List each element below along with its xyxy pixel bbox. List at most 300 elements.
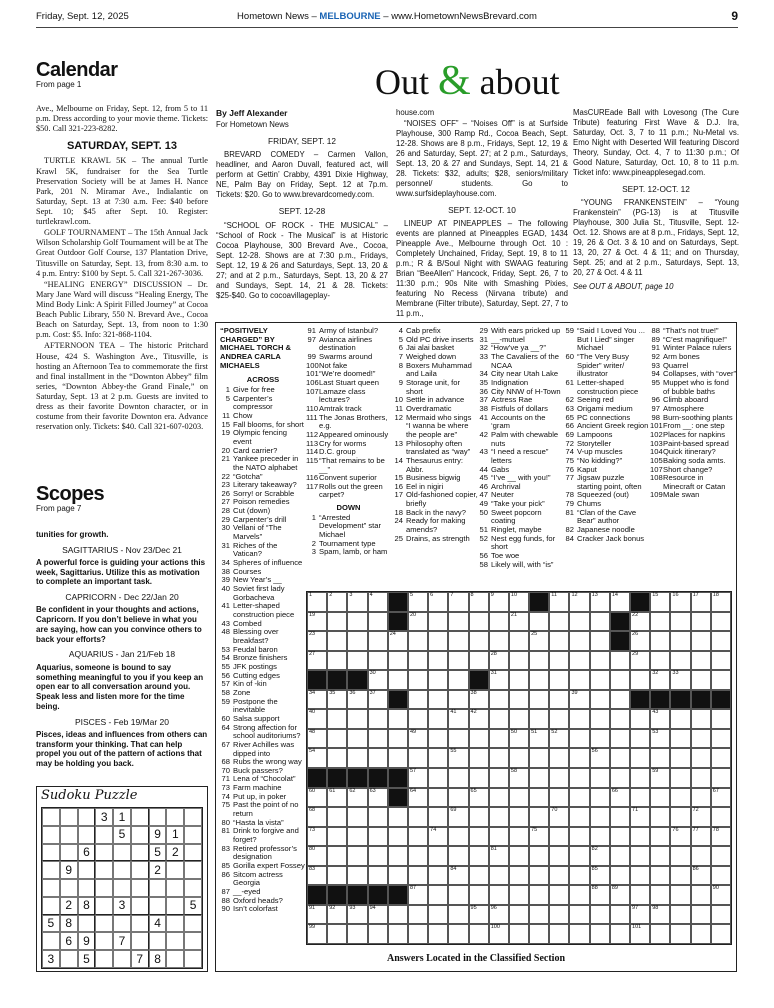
crossword-black-cell: [691, 690, 711, 710]
crossword-cell: [569, 768, 589, 788]
crossword-cell: [549, 924, 569, 944]
crossword-black-cell: [529, 592, 549, 612]
cell-number: 89: [611, 885, 618, 892]
crossword-cell: [691, 866, 711, 886]
crossword-cell: [711, 885, 731, 905]
sudoku-cell: 5: [113, 826, 131, 844]
crossword-cell: [327, 924, 347, 944]
clue-text: Mermaid who sings “I wanna be where the people are”: [406, 412, 472, 439]
crossword-cell: [610, 905, 630, 925]
clue-text: Put up, in poker: [233, 791, 287, 801]
clue-text: Ready for making amends?: [406, 516, 466, 535]
cell-number: 96: [490, 904, 497, 911]
sudoku-cell: [131, 861, 149, 879]
clue-text: Salsa support: [233, 713, 280, 723]
crossword-cell: [428, 788, 448, 808]
crossword-cell: [610, 748, 630, 768]
clue-number: 98: [651, 412, 660, 422]
clue: [306, 414, 391, 431]
clue-text: New Year’s __: [233, 575, 282, 585]
crossword-cell: [509, 690, 529, 710]
crossword-cell: [711, 866, 731, 886]
crossword-black-cell: [307, 885, 327, 905]
clue-number: 31: [221, 540, 230, 550]
clue: [220, 698, 306, 715]
crossword-cell: [650, 866, 670, 886]
crossword-cell: [408, 807, 428, 827]
crossword-cell: [448, 807, 468, 827]
crossword-cell: [670, 905, 690, 925]
crossword-cell: [408, 612, 428, 632]
clue-text: Sitcom actress Georgia: [233, 869, 283, 888]
crossword-clues-col-6: [650, 327, 736, 589]
sign-heading: AQUARIUS - Jan 21/Feb 18: [68, 649, 176, 660]
out-and-about-title: [375, 60, 560, 102]
crossword-cell: [368, 827, 388, 847]
sudoku-cell: 3: [113, 897, 131, 915]
clue-number: 5: [398, 334, 403, 344]
crossword-cell: [610, 670, 630, 690]
clue-text: Convent superior: [319, 473, 377, 483]
crossword-cell: [529, 612, 549, 632]
crossword-black-cell: [388, 885, 408, 905]
crossword-cell: [307, 807, 327, 827]
crossword-cell: [489, 827, 509, 847]
clue-number: 104: [650, 447, 663, 457]
scopes-intro: tunities for growth.: [36, 529, 109, 539]
clue-number: 20: [221, 445, 230, 455]
clue-number: 80: [221, 817, 230, 827]
sudoku-cell: [184, 844, 202, 862]
clue-number: 34: [221, 558, 230, 568]
crossword-cell: [428, 690, 448, 710]
cell-number: 84: [450, 865, 457, 872]
clue-number: 13: [394, 438, 403, 448]
crossword-cell: [630, 670, 650, 690]
clue-text: Sweet popcorn coating: [491, 507, 542, 526]
clue-number: 28: [221, 506, 230, 516]
crossword-cell: [469, 827, 489, 847]
calendar-from: From page 1: [36, 80, 82, 89]
crossword-cell: [347, 748, 367, 768]
clue-text: Indignation: [491, 377, 529, 387]
crossword-cell: [489, 846, 509, 866]
crossword-cell: [610, 807, 630, 827]
crossword-cell: [569, 612, 589, 632]
crossword-cell: [408, 748, 428, 768]
clue: [220, 724, 306, 741]
crossword-cell: [630, 788, 650, 808]
crossword-cell: [368, 729, 388, 749]
crossword-black-cell: [347, 885, 367, 905]
clue-number: 57: [221, 679, 230, 689]
clue: [393, 535, 478, 544]
cell-number: 20: [409, 611, 417, 618]
crossword-cell: [590, 748, 610, 768]
clue-text: Chow: [233, 410, 253, 420]
cell-number: 37: [369, 689, 376, 696]
crossword-cell: [650, 924, 670, 944]
clue-number: 63: [565, 403, 574, 413]
crossword-black-cell: [469, 670, 489, 690]
crossword-cell: [549, 612, 569, 632]
clue: [393, 491, 478, 508]
crossword-cell: [428, 631, 448, 651]
clue-text: Cutting edges: [233, 670, 280, 680]
cell-number: 53: [652, 728, 659, 735]
cell-number: 99: [309, 924, 316, 931]
clue-text: Resource in Minecraft or Catan: [663, 473, 726, 491]
crossword-cell: [650, 592, 670, 612]
crossword-cell: [529, 690, 549, 710]
crossword-cell: [509, 846, 529, 866]
crossword-cell: [347, 690, 367, 710]
scopes-title: Scopes: [36, 484, 105, 505]
crossword-cell: [509, 670, 529, 690]
clue-number: 59: [565, 327, 574, 335]
cell-number: 100: [490, 924, 500, 931]
clue-text: Back in the navy?: [406, 507, 466, 517]
clue-number: 54: [221, 653, 230, 663]
cell-number: 12: [571, 592, 578, 598]
clue-text: Short change?: [663, 464, 713, 474]
sudoku-cell: 9: [78, 932, 96, 950]
crossword-cell: [489, 788, 509, 808]
crossword-cell: [529, 905, 549, 925]
crossword-cell: [549, 709, 569, 729]
clue: [220, 845, 306, 862]
clue-text: Appeared ominously: [319, 429, 389, 439]
crossword-black-cell: [610, 631, 630, 651]
clue-text: Gorilla expert Fossey: [233, 861, 305, 871]
clue-text: Boxers Muhammad and Laila: [406, 360, 472, 379]
clue-text: Isn’t colorfast: [233, 904, 278, 914]
clue-number: 71: [221, 774, 230, 784]
crossword-cell: [428, 768, 448, 788]
crossword-cell: [691, 651, 711, 671]
sudoku-cell: [131, 932, 149, 950]
oa-paragraph: BREVARD COMEDY – Carmen Vallon, headliner, and Aaron Duvall, featured act, will perform at Gettin’ Crabby, 4391 Dixie Highway, NE, Palm Bay on Friday, Sept. 12 at 7p.m. Tickets: $20. Go to www.brevardcomedy.com.: [216, 150, 388, 200]
clue-number: 12: [394, 412, 403, 422]
crossword-black-cell: [630, 690, 650, 710]
clue-number: 21: [221, 454, 230, 464]
cell-number: 77: [692, 826, 699, 833]
page-header: [36, 6, 738, 28]
crossword-cell: [509, 807, 529, 827]
crossword-cell: [610, 651, 630, 671]
clue-text: Baking soda amts.: [663, 455, 726, 465]
clue-text: Kaput: [577, 464, 597, 474]
crossword-cell: [529, 788, 549, 808]
clue-text: Gabs: [491, 464, 510, 474]
crossword-cell: [428, 651, 448, 671]
crossword-cell: [529, 670, 549, 690]
crossword-cell: [509, 924, 529, 944]
oa-title-about: about: [479, 62, 560, 102]
crossword-cell: [509, 729, 529, 749]
crossword-cell: [307, 748, 327, 768]
clue-number: 44: [479, 464, 488, 474]
crossword-cell: [650, 807, 670, 827]
crossword-cell: [630, 827, 650, 847]
clue-text: Tournament type: [319, 538, 376, 548]
oa-subheading: FRIDAY, SEPT. 12: [268, 135, 336, 146]
clue-text: Swarms around: [319, 351, 373, 361]
clue-text: Arm bones: [663, 351, 700, 361]
crossword-cell: [388, 924, 408, 944]
clue-text: Quick itinerary?: [663, 447, 716, 457]
clue-text: “Clan of the Cave Bear” author: [577, 507, 637, 526]
clue-number: 6: [398, 343, 403, 353]
crossword-cell: [428, 827, 448, 847]
crossword-cell: [327, 748, 347, 768]
clue-text: Palm with chewable nuts: [491, 429, 559, 448]
clue-number: 52: [479, 533, 488, 543]
clue-text: Last Stuart queen: [319, 377, 379, 387]
crossword-cell: [408, 690, 428, 710]
crossword-cell: [428, 612, 448, 632]
clue: [393, 440, 478, 457]
crossword-cell: [448, 924, 468, 944]
crossword-cell: [569, 670, 589, 690]
crossword-cell: [650, 709, 670, 729]
clue-number: 102: [650, 429, 663, 439]
cell-number: 49: [409, 728, 417, 735]
crossword-cell: [529, 924, 549, 944]
clue-number: 56: [221, 670, 230, 680]
clue-number: 53: [221, 644, 230, 654]
cell-number: 8: [470, 592, 474, 598]
clue-text: Nest egg funds, for short: [491, 533, 556, 552]
sudoku-cell: [42, 879, 60, 897]
crossword-cell: [670, 827, 690, 847]
clue-text: Spam, lamb, or ham: [319, 547, 388, 557]
crossword-cell: [670, 807, 690, 827]
sudoku-cell: [42, 808, 60, 826]
clue-number: 11: [395, 403, 403, 413]
clue-text: __-mutuel: [491, 334, 525, 344]
clue-text: Drains, as strength: [406, 533, 470, 543]
crossword-cell: [408, 709, 428, 729]
clue: [478, 561, 564, 570]
crossword-cell: [569, 709, 589, 729]
clue-number: 60: [221, 713, 230, 723]
crossword-cell: [650, 846, 670, 866]
clue-text: “Arrested Development” star Michael: [319, 512, 382, 540]
cell-number: 14: [611, 592, 618, 598]
sudoku-cell: 1: [166, 826, 184, 844]
clue-number: 58: [479, 559, 488, 569]
clue-text: “No kidding?”: [577, 455, 623, 465]
sign-text: A powerful force is guiding your actions this week, Sagittarius. Utilize this as motivation to complete an important task.: [36, 557, 206, 587]
crossword-cell: [711, 592, 731, 612]
clue-text: Yankee preceder in the NATO alphabet: [233, 454, 299, 472]
crossword-cell: [448, 709, 468, 729]
crossword-cell: [388, 827, 408, 847]
oa-byline-2: For Hometown News: [216, 119, 289, 129]
clue-text: Atmosphere: [663, 403, 704, 413]
clue-number: 25: [394, 533, 403, 543]
crossword-cell: [489, 885, 509, 905]
clue-text: Winter Palace rulers: [663, 343, 732, 353]
crossword-cell: [691, 768, 711, 788]
crossword-cell: [448, 670, 468, 690]
crossword-cell: [307, 846, 327, 866]
crossword-cell: [630, 807, 650, 827]
crossword-cell: [590, 788, 610, 808]
crossword-cell: [327, 905, 347, 925]
crossword-cell: [610, 690, 630, 710]
crossword-cell: [711, 807, 731, 827]
clue-number: 31: [479, 334, 488, 344]
crossword-cell: [489, 631, 509, 651]
crossword-cell: [489, 924, 509, 944]
clue-text: “C’est magnifique!”: [663, 334, 727, 344]
calendar-item: TURTLE KRAWL 5K – The annual Turtle Krawl 5K, fundraiser for the Sea Turtle Preservation Society will be at James H. Nance Park, 201 N. Miramar Ave., Indialantic on Saturday, Sept. 13 at 7:30 a.m. Fee: $40 before Sept. 10; $45 after Sept. 10. Register: turtlekrawl.com.: [36, 156, 208, 227]
oa-paragraph: house.com: [396, 108, 435, 117]
cell-number: 31: [490, 670, 497, 677]
cell-number: 40: [309, 709, 316, 716]
clue: [650, 474, 736, 491]
clue-text: Squeezed (out): [577, 490, 629, 500]
clue: [306, 457, 391, 474]
crossword-cell: [610, 592, 630, 612]
clue-text: Jai alai basket: [406, 343, 455, 353]
clue-text: “That remains to be __”: [319, 455, 385, 474]
calendar-item: GOLF TOURNAMENT – The 15th Annual Jack Wilson Scholarship Golf Tournament will be at The Great Outdoor Golf Course, 137 Plantation Drive, Titusville on Saturday, Sept. 13, from 8:30 a.m. to 4 p.m. Entry: $100 by Sept. 5. Call 321-267-3036.: [36, 228, 208, 278]
sudoku-cell: [184, 808, 202, 826]
clue-text: Chums: [577, 499, 602, 509]
crossword-cell: [569, 924, 589, 944]
crossword-cell: [691, 670, 711, 690]
cell-number: 48: [309, 728, 316, 735]
crossword-cell: [549, 592, 569, 612]
clue-text: Quarrel: [663, 360, 689, 370]
crossword-cell: [630, 924, 650, 944]
sudoku-cell: [95, 879, 113, 897]
cell-number: 82: [591, 846, 598, 853]
clue-text: V-up muscles: [577, 447, 623, 457]
cell-number: 10: [510, 592, 518, 598]
clue: [306, 483, 391, 500]
clue-text: Muppet who is fond of bubble baths: [663, 377, 729, 396]
clue-text: Kin of -kin: [233, 679, 267, 689]
cell-number: 65: [470, 787, 477, 794]
crossword-cell: [347, 651, 367, 671]
crossword-cell: [307, 866, 327, 886]
crossword-black-cell: [368, 885, 388, 905]
clue-text: “I’ve __ with you!”: [491, 473, 551, 483]
sudoku-cell: [149, 808, 167, 826]
clue-text: The Jonas Brothers, e.g.: [319, 412, 388, 431]
crossword-black-cell: [388, 612, 408, 632]
clue-number: 65: [565, 412, 574, 422]
crossword-cell: [711, 651, 731, 671]
crossword-cell: [368, 748, 388, 768]
clue-number: 75: [565, 455, 574, 465]
crossword-cell: [307, 709, 327, 729]
sudoku-title: Sudoku Puzzle: [41, 788, 138, 803]
clue-text: Origami medium: [577, 403, 633, 413]
crossword-cell: [448, 768, 468, 788]
crossword-cell: [408, 866, 428, 886]
oa-subheading: SEPT. 12-OCT. 12: [622, 183, 690, 194]
cell-number: 101: [632, 924, 642, 931]
cell-number: 95: [470, 904, 477, 911]
crossword-cell: [469, 631, 489, 651]
clue-text: Letter-shaped construction piece: [233, 601, 295, 619]
clue-text: Blessing over breakfast?: [233, 627, 279, 645]
crossword-cell: [368, 866, 388, 886]
cell-number: 24: [389, 631, 396, 638]
clue-text: Farm machine: [233, 783, 282, 793]
sudoku-cell: 5: [149, 844, 167, 862]
crossword-cell: [610, 729, 630, 749]
crossword-cell: [489, 729, 509, 749]
sudoku-cell: 2: [149, 861, 167, 879]
clue-number: 61: [565, 377, 574, 387]
cell-number: 56: [591, 748, 598, 755]
clue-number: 81: [221, 826, 230, 836]
clue-text: “That’s not true!”: [663, 327, 719, 335]
crossword-cell: [711, 846, 731, 866]
cell-number: 67: [712, 787, 719, 794]
clue-number: 58: [221, 687, 230, 697]
crossword-cell: [509, 631, 529, 651]
sudoku-cell: [149, 879, 167, 897]
crossword-cell: [327, 651, 347, 671]
clue-text: “The Very Busy Spider” writer/ illustrator: [577, 351, 629, 379]
oa-subheading: SEPT. 12-28: [278, 206, 326, 217]
cell-number: 88: [591, 885, 598, 892]
crossword-cell: [489, 709, 509, 729]
clue-number: 4: [398, 327, 403, 335]
crossword-cell: [590, 924, 610, 944]
crossword-cell: [691, 807, 711, 827]
sign-text: Pisces, ideas and influences from others can transform your thinking. That can help propel you out of the pattern of actions that may be holding you back.: [36, 729, 208, 769]
page-number: 9: [731, 9, 738, 24]
clue-number: 112: [306, 429, 319, 439]
clue: [220, 455, 306, 472]
crossword-cell: [327, 690, 347, 710]
sudoku-cell: [42, 861, 60, 879]
sudoku-cell: 8: [149, 950, 167, 968]
clue-text: JFK postings: [233, 661, 277, 671]
cell-number: 43: [652, 709, 659, 716]
clue-list: [650, 327, 736, 500]
crossword-cell: [650, 827, 670, 847]
crossword-cell: [549, 748, 569, 768]
clue-text: Ringlet, maybe: [491, 525, 542, 535]
clue: [306, 388, 391, 405]
clue-number: 69: [565, 429, 574, 439]
clue-number: 43: [221, 618, 230, 628]
clue-text: Sorry! or Scrabble: [233, 488, 295, 498]
crossword-cell: [469, 709, 489, 729]
sudoku-cell: [166, 915, 184, 933]
crossword-cell: [347, 827, 367, 847]
clue-text: Fall blooms, for short: [233, 419, 304, 429]
clue-number: 15: [394, 473, 403, 483]
crossword-cell: [469, 807, 489, 827]
clue-number: 81: [565, 507, 574, 517]
clue-number: 1: [311, 512, 316, 522]
sudoku-cell: [166, 932, 184, 950]
clue-text: Carpenter’s drill: [233, 514, 287, 524]
sudoku-cell: [78, 879, 96, 897]
crossword-cell: [670, 729, 690, 749]
crossword-cell: [630, 866, 650, 886]
